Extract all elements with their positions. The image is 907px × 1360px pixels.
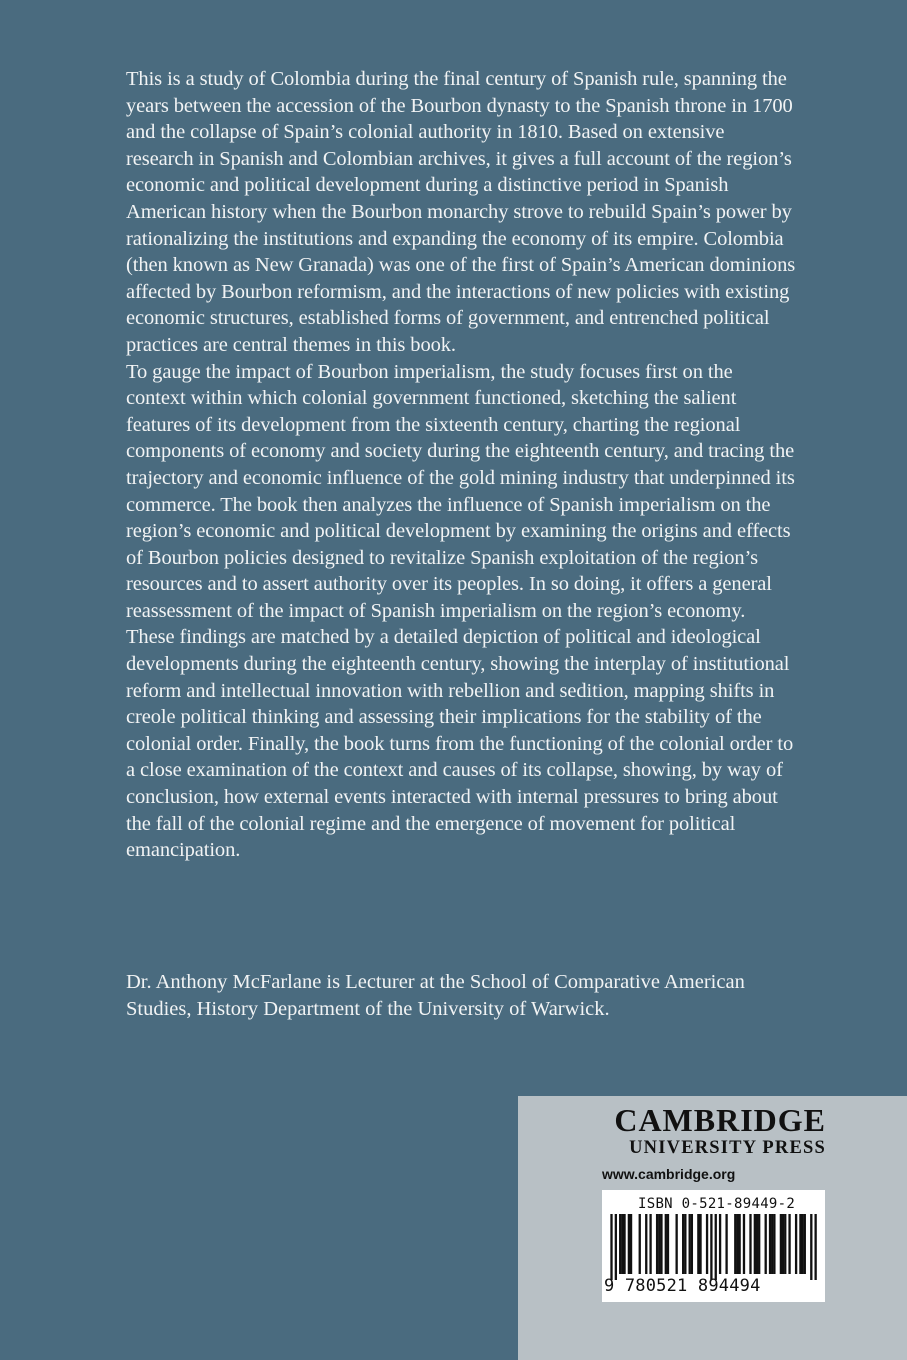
publisher-subname: UNIVERSITY PRESS	[629, 1138, 826, 1158]
barcode-bar	[658, 1214, 660, 1274]
ean-digits: 9 780521 894494	[604, 1276, 761, 1296]
barcode-bar	[615, 1214, 617, 1280]
barcode-bar	[710, 1214, 712, 1280]
publisher-logo	[518, 1103, 826, 1159]
barcode-bar	[784, 1214, 786, 1274]
blurb-paragraph-1: This is a study of Colombia during the final century of Spanish rule, spanning the years between the accession of the Bourbon dynasty to the Spanish throne in 1700 and the collapse of Spain’s colonial authority in 1810. Based on extensive research in Spanish and Colombian archives, it gives a full account of the region’s economic and political development during a distinctive period in Spanish American history when the Bourbon monarchy strove to rebuild Spain’s power by rationalizing the institutions and expanding the economy of its empire. Colombia (then known as New Granada) was one of the first of Spain’s American dominions affected by Bourbon reformism, and the interactions of new policies with existing economic structures, established forms of government, and entrenched political practices are central themes in this book.	[126, 68, 796, 356]
barcode-bar	[619, 1214, 621, 1274]
barcode-bar	[758, 1214, 760, 1274]
barcode-bar	[656, 1214, 658, 1274]
barcode-bar	[780, 1214, 782, 1274]
barcode-bar	[725, 1214, 727, 1274]
barcode-bar	[788, 1214, 790, 1274]
barcode-bar	[801, 1214, 803, 1274]
barcode-bar	[719, 1214, 721, 1274]
barcode-bar	[691, 1214, 693, 1274]
barcode-bar	[715, 1214, 717, 1280]
barcode-bar	[799, 1214, 801, 1274]
barcode-bar	[804, 1214, 806, 1274]
barcode-bar	[749, 1214, 751, 1274]
barcode-bar	[623, 1214, 625, 1274]
barcode-bar	[645, 1214, 647, 1274]
blurb-text	[126, 66, 796, 864]
barcode-bar	[738, 1214, 740, 1274]
publisher-box	[518, 1096, 907, 1360]
barcode-bar	[682, 1214, 684, 1274]
barcode-bar	[689, 1214, 691, 1274]
barcode-bar	[660, 1214, 662, 1274]
barcode-bar	[667, 1214, 669, 1274]
author-bio: Dr. Anthony McFarlane is Lecturer at the School of Comparative American Studies, History Department of the University of Warwick.	[126, 971, 745, 1020]
barcode-bar	[699, 1214, 701, 1274]
publisher-name: CAMBRIDGE	[614, 1102, 826, 1138]
barcode-bar	[756, 1214, 758, 1274]
barcode-bar	[782, 1214, 784, 1274]
isbn-label: ISBN 0-521-89449-2	[638, 1196, 796, 1212]
barcode-bar	[734, 1214, 736, 1274]
barcode-bar	[628, 1214, 630, 1274]
barcode-bar	[754, 1214, 756, 1274]
publisher-url: www.cambridge.org	[602, 1166, 736, 1182]
barcode-bar	[684, 1214, 686, 1274]
barcode-bar	[649, 1214, 651, 1274]
barcode-bar	[697, 1214, 699, 1274]
barcode-bar	[675, 1214, 677, 1274]
barcode-bar	[621, 1214, 623, 1274]
blurb-paragraph-3: These findings are matched by a detailed depiction of political and ideological developments during the eighteenth century, showing the interplay of institutional reform and intellectual innovation with rebellion and sedition, mapping shifts in creole political thinking and assessing their implications for the stability of the colonial order. Finally, the book turns from the functioning of the colonial order to a close examination of the context and causes of its collapse, showing, by way of conclusion, how external events interacted with internal pressures to bring about the fall of the colonial regime and the emergence of movement for political emancipation.	[126, 626, 794, 862]
barcode-bar	[610, 1214, 612, 1280]
barcode-bar	[639, 1214, 641, 1274]
barcode-bar	[743, 1214, 745, 1274]
barcode-bar	[769, 1214, 771, 1274]
barcode-bar	[736, 1214, 738, 1274]
barcode-bar	[773, 1214, 775, 1274]
barcode-bar	[765, 1214, 767, 1274]
barcode-bar	[795, 1214, 797, 1274]
barcode-bar	[665, 1214, 667, 1274]
barcode-bar	[810, 1214, 812, 1280]
blurb-paragraph-2: To gauge the impact of Bourbon imperialism, the study focuses first on the context within which colonial government functioned, sketching the salient features of its development from the sixteenth century, charting the regional components of economy and society during the eighteenth century, and tracing the trajectory and economic influence of the gold mining industry that underpinned its commerce. The book then analyzes the influence of Spanish imperialism on the region’s economic and political development by examining the origins and effects of Bourbon policies designed to revitalize Spanish exploitation of the region’s resources and to assert authority over its peoples. In so doing, it offers a general reassessment of the impact of Spanish imperialism on the region’s economy.	[126, 360, 795, 622]
barcode-bar	[630, 1214, 632, 1274]
barcode-bar	[706, 1214, 708, 1274]
barcode-bar	[814, 1214, 816, 1280]
barcode-panel	[602, 1190, 825, 1302]
barcode-bar	[771, 1214, 773, 1274]
barcode-icon	[606, 1214, 821, 1280]
